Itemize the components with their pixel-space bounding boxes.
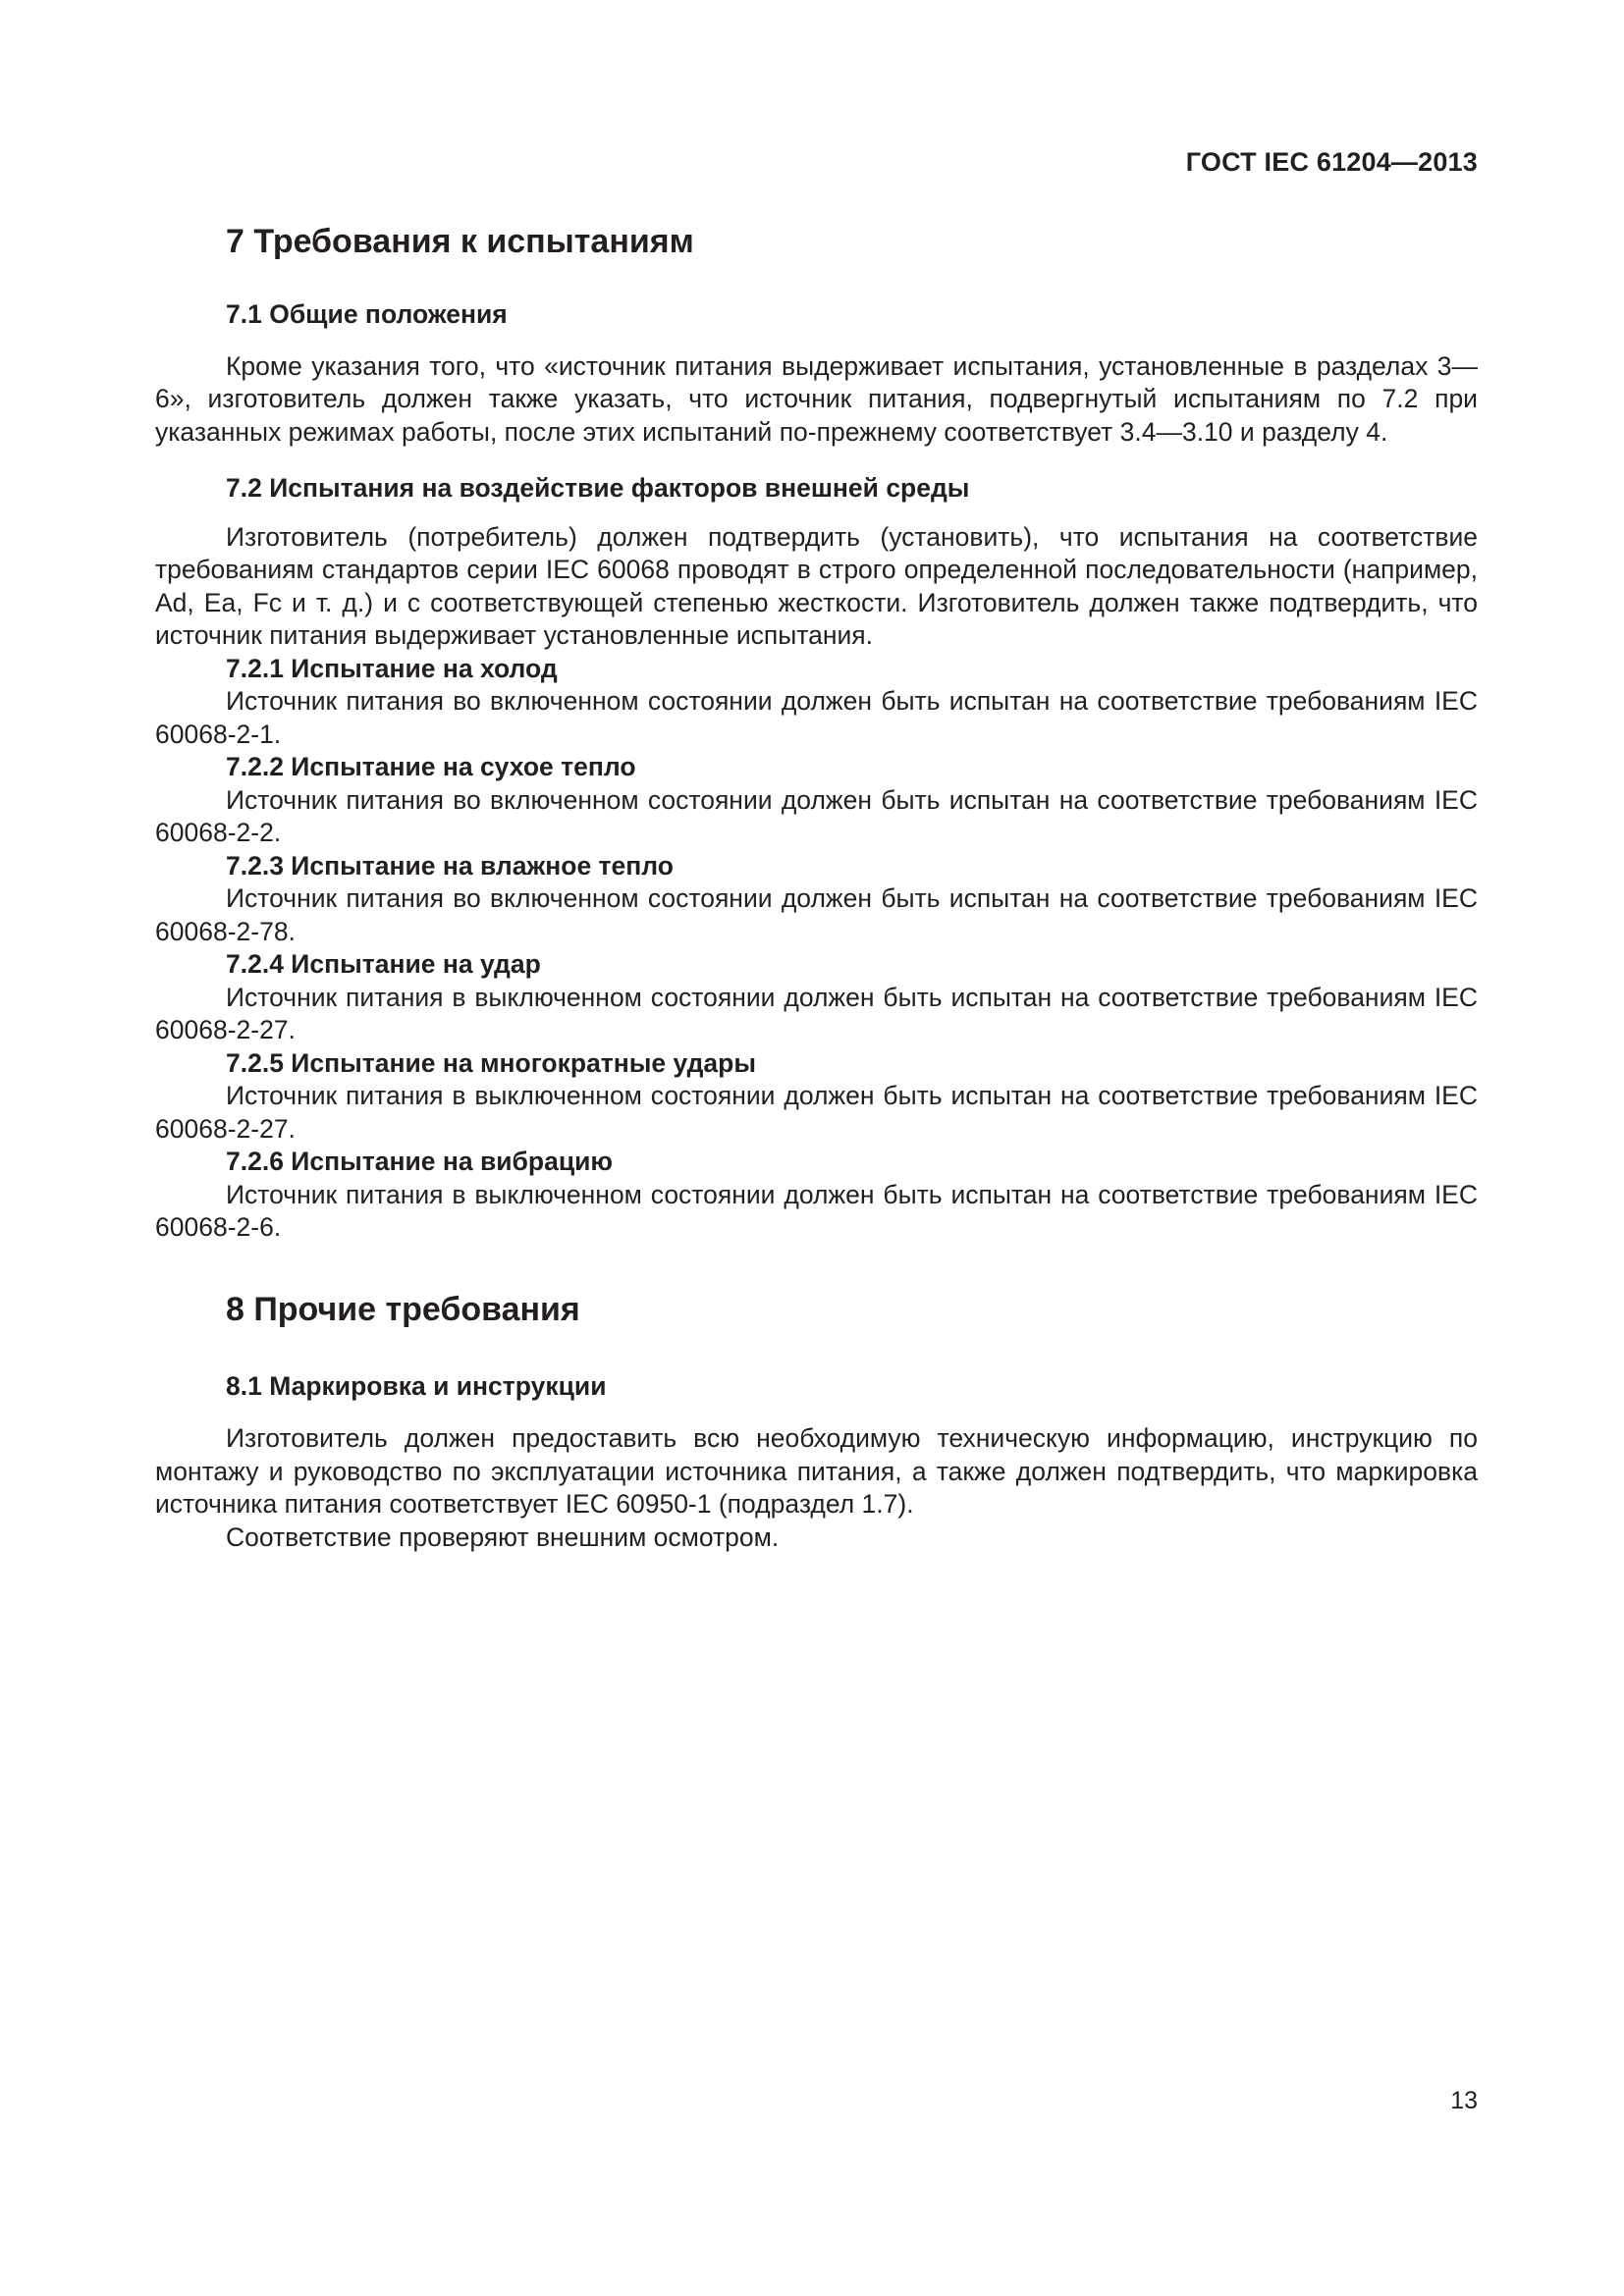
document-header-id: ГОСТ IEC 61204—2013	[1185, 147, 1478, 177]
clause-7-2-1-text: Источник питания во включенном состоянии должен быть испытан на соответствие требованиям IEC 60068-2-1.	[155, 686, 1478, 749]
subsection-7-1-text: Кроме указания того, что «источник питания выдерживает испытания, установленные в разделах 3—6», изготовитель должен также указать, что источник питания, подвергнутый испытаниям по 7.2 при указанных режимах работы, после этих испытаний по-прежнему соответствует 3.4—3.10 и разделу 4.	[155, 350, 1478, 447]
page-number: 13	[1450, 2087, 1478, 2114]
subsection-7-1-title: 7.1 Общие положения	[226, 298, 508, 329]
subsection-8-1-title: 8.1 Маркировка и инструкции	[226, 1371, 607, 1402]
subsection-8-1-text: Изготовитель должен предоставить всю необходимую техническую информацию, инструкцию по монтажу и руководство по эксплуатации источника питания, а также должен подтвердить, что маркировка источника питания соответствует IEC 60950-1 (подраздел 1.7).	[155, 1423, 1478, 1520]
clause-7-2-4-title: 7.2.4 Испытание на удар	[226, 949, 541, 980]
clause-7-2-6-text: Источник питания в выключенном состоянии должен быть испытан на соответствие требованиям IEC 60068-2-6.	[155, 1179, 1478, 1243]
clause-7-2-5-text: Источник питания в выключенном состоянии должен быть испытан на соответствие требованиям IEC 60068-2-27.	[155, 1081, 1478, 1144]
clause-7-2-5-title: 7.2.5 Испытание на многократные удары	[226, 1047, 756, 1078]
clause-7-2-3-text: Источник питания во включенном состоянии должен быть испытан на соответствие требованиям IEC 60068-2-78.	[155, 883, 1478, 946]
clause-7-2-2-text: Источник питания во включенном состоянии должен быть испытан на соответствие требованиям IEC 60068-2-2.	[155, 784, 1478, 848]
clause-7-2-3-title: 7.2.3 Испытание на влажное тепло	[226, 850, 674, 881]
section-8-title: 8 Прочие требования	[226, 1290, 580, 1328]
clause-7-2-6-title: 7.2.6 Испытание на вибрацию	[226, 1147, 614, 1177]
section-7-title: 7 Требования к испытаниям	[226, 223, 694, 260]
subsection-7-2-text: Изготовитель (потребитель) должен подтвердить (установить), что испытания на соответствие требованиям стандартов серии IEC 60068 проводят в строго определенной последовательности (например, Ad, Ea, Fc и т. д.) и с соответствующей степенью жесткости. Изготовитель должен также подтвердить, что источник питания выдерживает установленные испытания.	[155, 521, 1478, 651]
clause-7-2-2-title: 7.2.2 Испытание на сухое тепло	[226, 752, 636, 782]
clause-7-2-1-title: 7.2.1 Испытание на холод	[226, 653, 558, 683]
subsection-8-1-text-compliance: Соответствие проверяют внешним осмотром.	[226, 1522, 780, 1552]
document-body	[155, 222, 1478, 1554]
clause-7-2-4-text: Источник питания в выключенном состоянии должен быть испытан на соответствие требованиям IEC 60068-2-27.	[155, 982, 1478, 1045]
subsection-7-2-title: 7.2 Испытания на воздействие факторов внешней среды	[226, 473, 970, 504]
